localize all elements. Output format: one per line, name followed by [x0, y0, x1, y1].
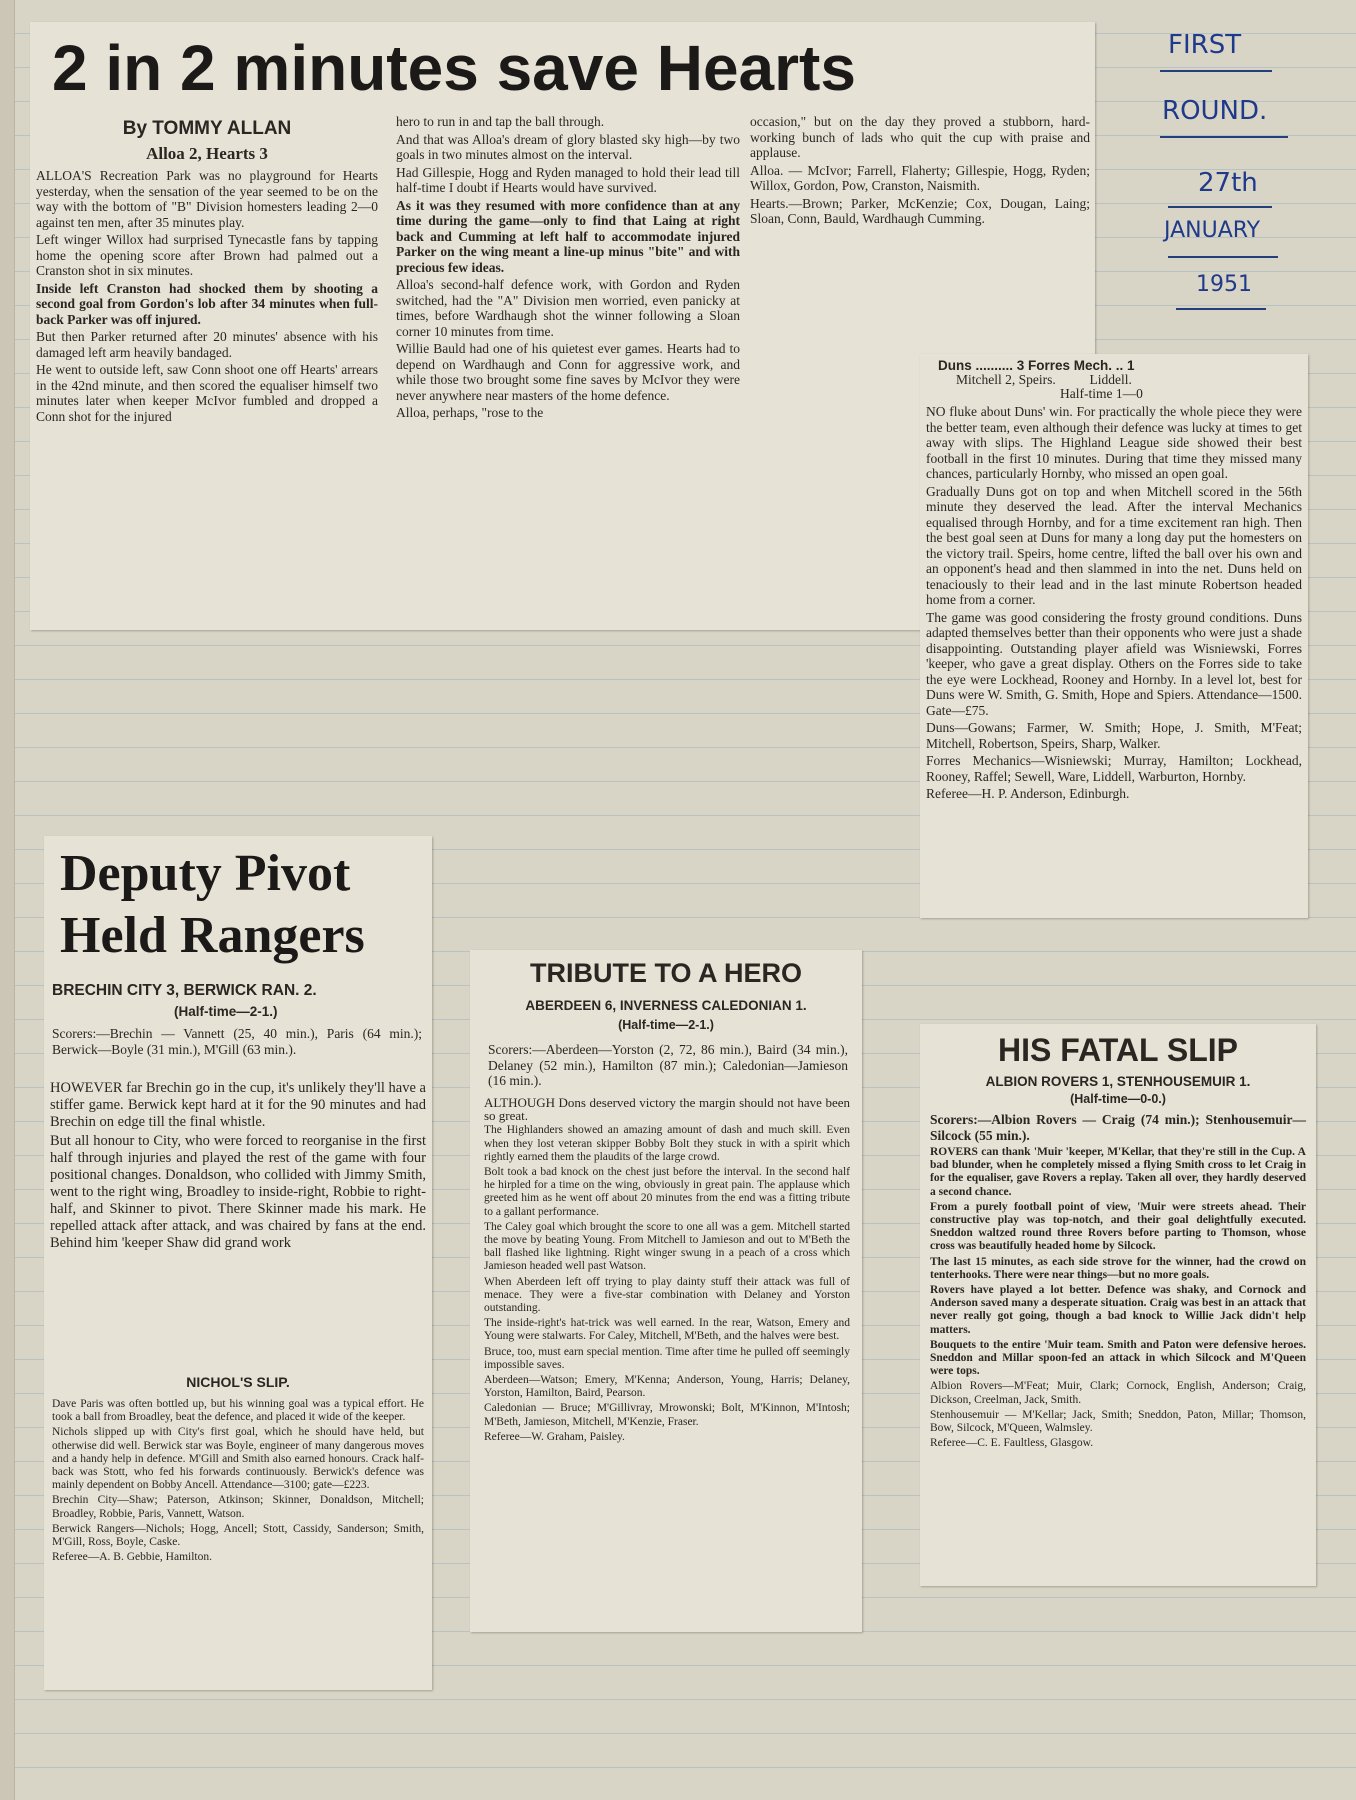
byline: By TOMMY ALLAN: [122, 118, 292, 139]
paragraph: Dave Paris was often bottled up, but his winning goal was a typical effort. He took a ball from Broadley, beat the defence, and placed it wide of the keeper.: [52, 1398, 424, 1424]
aberdeen-scorers: Scorers:—Aberdeen—Yorston (2, 72, 86 min.), Baird (34 min.), Delaney (52 min.), Hamilton (87 min.); Caledonian—Jamieson (16 min.).: [488, 1042, 848, 1088]
duns-score-line: Duns .......... 3 Forres Mech. .. 1: [938, 358, 1135, 373]
lineup-hearts: Hearts.—Brown; Parker, McKenzie; Cox, Dougan, Laing; Sloan, Conn, Bauld, Wardhaugh Cumming.: [750, 195, 1090, 226]
paragraph: Bouquets to the entire 'Muir team. Smith and Paton were defensive heroes. Sneddon and Millar spoon-fed an attack in which Silcock and M'Queen were tops.: [930, 1338, 1306, 1378]
albion-scorers: Scorers:—Albion Rovers — Craig (74 min.); Stenhousemuir—Silcock (55 min.).: [930, 1112, 1306, 1143]
lineup-stenhousemuir: Stenhousemuir — M'Kellar; Jack, Smith; Sneddon, Paton, Millar; Thomson, Bow, Silcock, M'Queen, Walmsley.: [930, 1408, 1306, 1435]
lineup-brechin: Brechin City—Shaw; Paterson, Atkinson; Skinner, Donaldson, Mitchell; Broadley, Robbie, Paris, Vannett, Watson.: [52, 1494, 424, 1520]
referee: Referee—A. B. Gebbie, Hamilton.: [52, 1551, 212, 1564]
hearts-column-1: [32, 116, 382, 428]
clipping-albion: [920, 1024, 1316, 1586]
hearts-score: Alloa 2, Hearts 3: [146, 144, 268, 163]
paragraph: Rovers have played a lot better. Defence was shaky, and Cornock and Anderson saved many a desperate situation. Craig was best in an attack that never really got going, though a bad knock to Willie Jack didn't help matters.: [930, 1284, 1306, 1336]
paragraph: The Highlanders showed an amazing amount of dash and much skill. Even when they lost veteran skipper Bobby Bolt they stuck in with a spirit which rightly earned them the plaudits of the large crowd.: [484, 1124, 850, 1163]
headline-aberdeen: TRIBUTE TO A HERO: [529, 958, 802, 988]
paragraph: The Caley goal which brought the score to one all was a gem. Mitchell started the move by beating Young. From Mitchell to Jamieson and out to M'Beth the ball flashed like lightning. Right winger swung in a peach of a cross which Jamieson headed well past Watson.: [484, 1220, 850, 1273]
paragraph: Bolt took a bad knock on the chest just before the interval. In the second half he hirpled for a time on the wing, obviously in great pain. The applause which greeted him as he went off about 20 minutes from the end was a fitting tribute to a gallant performance.: [484, 1166, 850, 1218]
handwriting-date: 27th: [1198, 168, 1258, 198]
paragraph: Had Gillespie, Hogg and Ryden managed to hold their lead till half-time I doubt if Hearts would have survived.: [396, 164, 740, 195]
paragraph: He went to outside left, saw Conn shoot one off Hearts' arrears in the 42nd minute, and then scored the equaliser himself two minutes later when keeper McIvor fumbled and dropped a Conn shot for the injured: [36, 362, 378, 424]
paragraph: The inside-right's hat-trick was well earned. In the rear, Watson, Emery and Young were stalwarts. For Caley, Mitchell, M'Beth, and the halves were best.: [484, 1317, 850, 1343]
lineup-forres: Forres Mechanics—Wisniewski; Murray, Hamilton; Lockhead, Rooney, Raffel; Sewell, Ware, Liddell, Warburton, Hornby.: [926, 753, 1302, 784]
paragraph: Nichols slipped up with City's first goal, which he should have held, but otherwise did well. Berwick star was Boyle, engineer of many dangerous moves and a handy help in defence. M'Gill and Smith also earned honours. Crack half-back was Stott, who fed his forwards continuously. Berwick's defence was mainly dependent on Bobby Ancell. Attendance—3100; gate—£223.: [52, 1426, 424, 1492]
paragraph: occasion," but on the day they proved a stubborn, hard-working bunch of lads who quit the cup with praise and applause.: [750, 114, 1090, 160]
clipping-aberdeen: [470, 950, 862, 1632]
lineup-caledonian: Caledonian — Bruce; M'Gillivray, Mrowonski; Bolt, M'Kinnon, M'Intosh; M'Beth, Jamieson, Mitchell, M'Kenzie, Fraser.: [484, 1402, 850, 1428]
hearts-column-3: [746, 114, 1094, 229]
underline: [1160, 136, 1288, 138]
lineup-alloa: Alloa. — McIvor; Farrell, Flaherty; Gillespie, Hogg, Ryden; Willox, Gordon, Pow, Cranston, Naismith.: [750, 162, 1090, 193]
headline-brechin-line2: Held Rangers: [60, 907, 365, 964]
lineup-duns: Duns—Gowans; Farmer, W. Smith; Hope, J. Smith, M'Feat; Mitchell, Robertson, Speirs, Sharp, Walker.: [926, 720, 1302, 751]
subhead-nichols-slip: NICHOL'S SLIP.: [186, 1374, 290, 1390]
lineup-albion: Albion Rovers—M'Feat; Muir, Clark; Cornock, English, Anderson; Craig, Dickson, Creelman, Jack, Smith.: [930, 1380, 1306, 1406]
referee: Referee—H. P. Anderson, Edinburgh.: [926, 786, 1130, 801]
paragraph: NO fluke about Duns' win. For practically the whole piece they were the better team, even although their defence was lucky at times to get away with slips. The Highland League side showed their best football in the first 10 minutes. During that time they missed many chances, particularly Hornby, who missed an open goal.: [926, 404, 1302, 481]
referee: Referee—C. E. Faultless, Glasgow.: [930, 1437, 1094, 1450]
paragraph: From a purely football point of view, 'Muir were streets ahead. Their constructive play was top-notch, and their goal delightfully executed. Sneddon waltzed round three Rovers before parting to Thomson, whose cross was beautifully headed home by Silcock.: [930, 1200, 1306, 1253]
headline-brechin-line1: Deputy Pivot: [60, 845, 351, 902]
lineup-aberdeen: Aberdeen—Watson; Emery, M'Kenna; Anderson, Young, Harris; Delaney, Yorston, Hamilton, Baird, Pearson.: [484, 1374, 850, 1400]
paragraph: Left winger Willox had surprised Tynecastle fans by tapping home the opening score after Brown had palmed out a Cranston shot in six minutes.: [36, 232, 378, 278]
clipping-duns: [920, 354, 1308, 918]
paragraph: The last 15 minutes, as each side strove for the winner, had the crowd on tenterhooks. There were near things—but no more goals.: [930, 1255, 1306, 1281]
paragraph: As it was they resumed with more confidence than at any time during the game—only to find that Laing at right back and Cumming at left half to accommodate injured Parker on the wing meant a line-up minus "bite" and with precious few ideas.: [396, 197, 740, 275]
handwriting-round: ROUND.: [1162, 96, 1268, 126]
albion-score: ALBION ROVERS 1, STENHOUSEMUIR 1.: [985, 1074, 1251, 1089]
underline: [1160, 70, 1272, 72]
paragraph: Willie Bauld had one of his quietest ever games. Hearts had to depend on Wardhaugh and Conn for aggressive work, and while those two brought some fine saves by McIvor they were never anywhere near masters of the home defence.: [396, 341, 740, 403]
handwriting-month: JANUARY: [1164, 218, 1261, 243]
duns-scorers: Mitchell 2, Speirs. Liddell.: [956, 372, 1132, 387]
paragraph: And that was Alloa's dream of glory blasted sky high—by two goals in two minutes almost on the interval.: [396, 131, 740, 162]
paragraph: ROVERS can thank 'Muir 'keeper, M'Kellar, that they're still in the Cup. A bad blunder, when he completely missed a flying Smith cross to let Craig in for the equaliser, gave Rovers a replay. Taken all over, they hardly deserved a second chance.: [930, 1146, 1306, 1198]
brechin-score: BRECHIN CITY 3, BERWICK RAN. 2.: [52, 982, 317, 999]
clipping-brechin: [44, 836, 432, 1690]
paragraph: Alloa, perhaps, "rose to the: [396, 405, 544, 420]
underline: [1176, 308, 1266, 310]
scrapbook-page-edge: [0, 0, 15, 1800]
brechin-halftime: (Half-time—2-1.): [174, 1004, 278, 1019]
paragraph: But then Parker returned after 20 minutes' absence with his damaged left arm heavily bandaged.: [36, 329, 378, 360]
headline-albion: HIS FATAL SLIP: [997, 1032, 1238, 1068]
duns-halftime: Half-time 1—0: [1060, 386, 1143, 401]
handwriting-first: FIRST: [1168, 30, 1242, 60]
headline-hearts: 2 in 2 minutes save Hearts: [52, 32, 856, 104]
paragraph: Alloa's second-half defence work, with Gordon and Ryden switched, had the "A" Division men worried, even panicky at times, before Wardhaugh shot the winner following a Sloan corner 10 minutes from time.: [396, 277, 740, 339]
aberdeen-score: ABERDEEN 6, INVERNESS CALEDONIAN 1.: [525, 998, 807, 1013]
lineup-berwick: Berwick Rangers—Nichols; Hogg, Ancell; Stott, Cassidy, Sanderson; Smith, M'Gill, Ross, Boyle, Caske.: [52, 1522, 424, 1549]
paragraph: Gradually Duns got on top and when Mitchell scored in the 56th minute they deserved the lead. After the interval Mechanics equalised through Hornby, and for a time excitement ran high. Then the best goal seen at Duns for many a long day put the homesters on the victory trail. Speirs, home centre, lifted the ball over his own and an opponent's head and then slammed in into the net. Duns held on tenaciously to their lead and in the last minute Robertson headed home from a corner.: [926, 483, 1302, 607]
paragraph: ALLOA'S Recreation Park was no playground for Hearts yesterday, when the sensation of the year seemed to be on the way with the bottom of "B" Division homesters leading 2—0 against ten men, after 35 minutes play.: [36, 168, 378, 230]
handwriting-year: 1951: [1196, 272, 1252, 297]
paragraph: HOWEVER far Brechin go in the cup, it's unlikely they'll have a stiffer game. Berwick kept hard at it for the 90 minutes and had Brechin on edge till the final whistle.: [50, 1080, 426, 1130]
paragraph: When Aberdeen left off trying to play dainty stuff their attack was full of menace. They were a five-star combination with Delaney and Yorston outstanding.: [484, 1275, 850, 1315]
paragraph: Bruce, too, must earn special mention. Time after time he pulled off seemingly impossible saves.: [484, 1345, 850, 1371]
aberdeen-halftime: (Half-time—2-1.): [618, 1018, 714, 1032]
underline: [1168, 256, 1278, 258]
paragraph: Inside left Cranston had shocked them by shooting a second goal from Gordon's lob after 34 minutes when full-back Parker was off injured.: [36, 280, 378, 327]
albion-halftime: (Half-time—0-0.): [1070, 1092, 1166, 1106]
paragraph: But all honour to City, who were forced to reorganise in the first half through injuries and played the rest of the game with four positional changes. Donaldson, who collided with Jimmy Smith, went to the right wing, Broadley to inside-right, Robbie to right-half, and Skinner to pivot. There Skinner made his mark. He repelled attack after attack, and was chaired by fans at the end. Behind him 'keeper Shaw did grand work: [50, 1133, 426, 1251]
paragraph: The game was good considering the frosty ground conditions. Duns adapted themselves better than their opponents who were just a shade disappointing. Outstanding player afield was Wisniewski, Forres 'keeper, who gave a great display. Others on the Forres side to take the eye were Lockhead, Rooney and Hornby. In a level lot, best for Duns were W. Smith, G. Smith, Hope and Spiers. Attendance—1500. Gate—£75.: [926, 609, 1302, 718]
paragraph: ALTHOUGH Dons deserved victory the margin should not have been so great.: [484, 1095, 850, 1124]
referee: Referee—W. Graham, Paisley.: [484, 1430, 625, 1443]
brechin-scorers: Scorers:—Brechin — Vannett (25, 40 min.), Paris (64 min.); Berwick—Boyle (31 min.), M'Gill (63 min.).: [52, 1026, 422, 1057]
hearts-column-2: [392, 114, 744, 423]
paragraph: hero to run in and tap the ball through.: [396, 114, 605, 129]
underline: [1168, 206, 1272, 208]
